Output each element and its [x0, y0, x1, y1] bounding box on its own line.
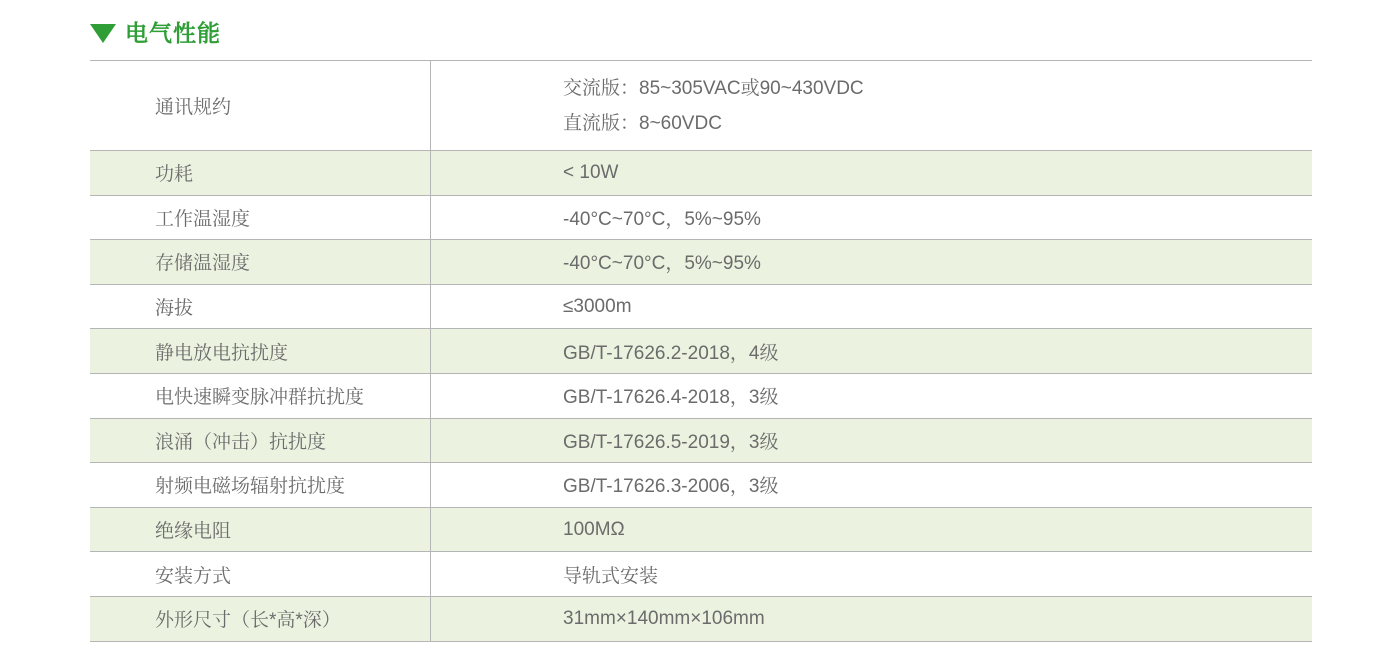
spec-value: 100MΩ: [563, 518, 625, 540]
spec-label: 通讯规约: [90, 61, 431, 150]
spec-label: 浪涌（冲击）抗扰度: [90, 419, 431, 463]
spec-value: GB/T-17626.5-2019，3级: [563, 431, 779, 453]
table-row: [90, 419, 1312, 464]
table-row: [90, 61, 1312, 151]
spec-value: 导轨式安装: [563, 565, 659, 587]
spec-value: -40°C~70°C，5%~95%: [563, 253, 761, 275]
spec-label: 外形尺寸（长*高*深）: [90, 597, 431, 641]
spec-label: 静电放电抗扰度: [90, 329, 431, 373]
section-header: [0, 0, 1400, 45]
spec-value: [431, 61, 1312, 150]
table-row: [90, 597, 1312, 642]
spec-value: GB/T-17626.2-2018，4级: [563, 342, 779, 364]
spec-value: 31mm×140mm×106mm: [563, 607, 765, 629]
section-title: 电气性能: [125, 20, 221, 46]
spec-value-line-1: 交流版：85~305VAC或90~430VDC: [563, 77, 864, 99]
spec-value: GB/T-17626.3-2006，3级: [563, 476, 779, 498]
spec-label: 存储温湿度: [90, 240, 431, 284]
table-row: [90, 240, 1312, 285]
spec-value: -40°C~70°C，5%~95%: [563, 208, 761, 230]
spec-label: 海拔: [90, 285, 431, 329]
spec-label: 绝缘电阻: [90, 508, 431, 552]
triangle-down-icon: [90, 24, 116, 43]
spec-value: < 10W: [563, 161, 619, 183]
spec-label: 安装方式: [90, 552, 431, 596]
spec-label: 工作温湿度: [90, 196, 431, 240]
spec-value: GB/T-17626.4-2018，3级: [563, 387, 779, 409]
table-row: [90, 196, 1312, 241]
table-row: [90, 285, 1312, 330]
table-row: [90, 508, 1312, 553]
spec-value-line-2: 直流版：8~60VDC: [563, 112, 722, 134]
table-row: [90, 552, 1312, 597]
table-row: [90, 151, 1312, 196]
spec-label: 功耗: [90, 151, 431, 195]
spec-value: ≤3000m: [563, 295, 632, 317]
table-row: [90, 463, 1312, 508]
table-row: [90, 329, 1312, 374]
spec-label: 电快速瞬变脉冲群抗扰度: [90, 374, 431, 418]
spec-table: [90, 60, 1312, 642]
spec-label: 射频电磁场辐射抗扰度: [90, 463, 431, 507]
table-row: [90, 374, 1312, 419]
